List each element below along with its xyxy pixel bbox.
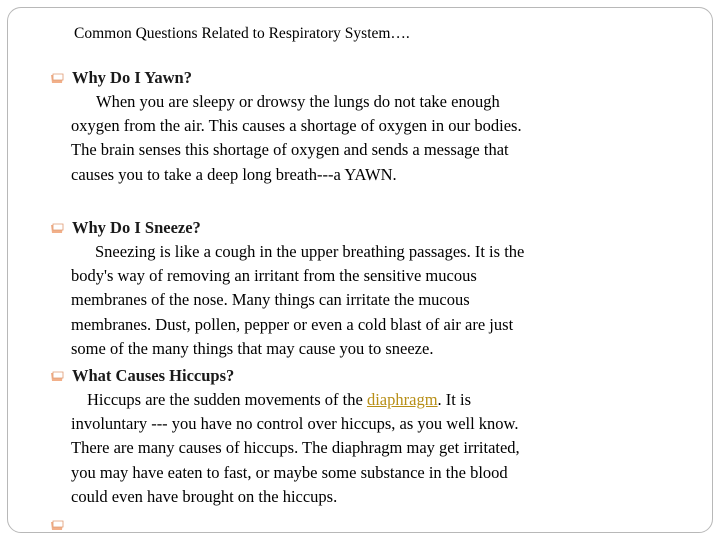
shadow-bullet-icon: [50, 520, 64, 531]
answer-line: oxygen from the air. This causes a shortage of oxygen in our bodies.: [71, 116, 522, 136]
shadow-bullet-icon: [50, 73, 64, 84]
answer-line: membranes of the nose. Many things can irritate the mucous: [71, 290, 470, 310]
answer-text: [50, 388, 660, 509]
question-hiccups: [50, 364, 660, 509]
answer-text-segment: Hiccups are the sudden movements of the: [87, 390, 367, 409]
answer-text: [50, 240, 660, 361]
answer-text-segment: . It is: [437, 390, 471, 409]
slide-title: Common Questions Related to Respiratory System….: [74, 25, 410, 42]
answer-line: you may have eaten to fast, or maybe some substance in the blood: [71, 462, 508, 482]
shadow-bullet-icon: [50, 371, 64, 382]
question-yawn: [50, 66, 660, 187]
answer-line: Sneezing is like a cough in the upper breathing passages. It is the: [95, 242, 525, 261]
answer-line: The brain senses this shortage of oxygen and sends a message that: [71, 140, 509, 160]
answer-line: membranes. Dust, pollen, pepper or even a cold blast of air are just: [71, 314, 514, 334]
answer-line: involuntary --- you have no control over hiccups, as you well know.: [71, 414, 519, 434]
question-heading-text: What Causes Hiccups?: [72, 366, 235, 385]
answer-line: could even have brought on the hiccups.: [71, 486, 338, 506]
shadow-bullet-icon: [50, 223, 64, 234]
answer-line: [71, 388, 660, 412]
diaphragm-link[interactable]: diaphragm: [366, 390, 438, 409]
answer-line: When you are sleepy or drowsy the lungs do not take enough: [96, 92, 500, 111]
answer-line: There are many causes of hiccups. The diaphragm may get irritated,: [71, 438, 520, 458]
answer-line: body's way of removing an irritant from the sensitive mucous: [71, 266, 477, 286]
question-sneeze: [50, 216, 660, 361]
question-heading: [50, 364, 660, 388]
answer-line: some of the many things that may cause you to sneeze.: [71, 338, 434, 358]
answer-text: [50, 90, 660, 187]
question-heading-text: Why Do I Yawn?: [72, 68, 192, 87]
question-heading-text: Why Do I Sneeze?: [72, 218, 201, 237]
question-heading: [50, 216, 660, 240]
question-heading: [50, 66, 660, 90]
answer-line: causes you to take a deep long breath---a YAWN.: [71, 164, 397, 184]
